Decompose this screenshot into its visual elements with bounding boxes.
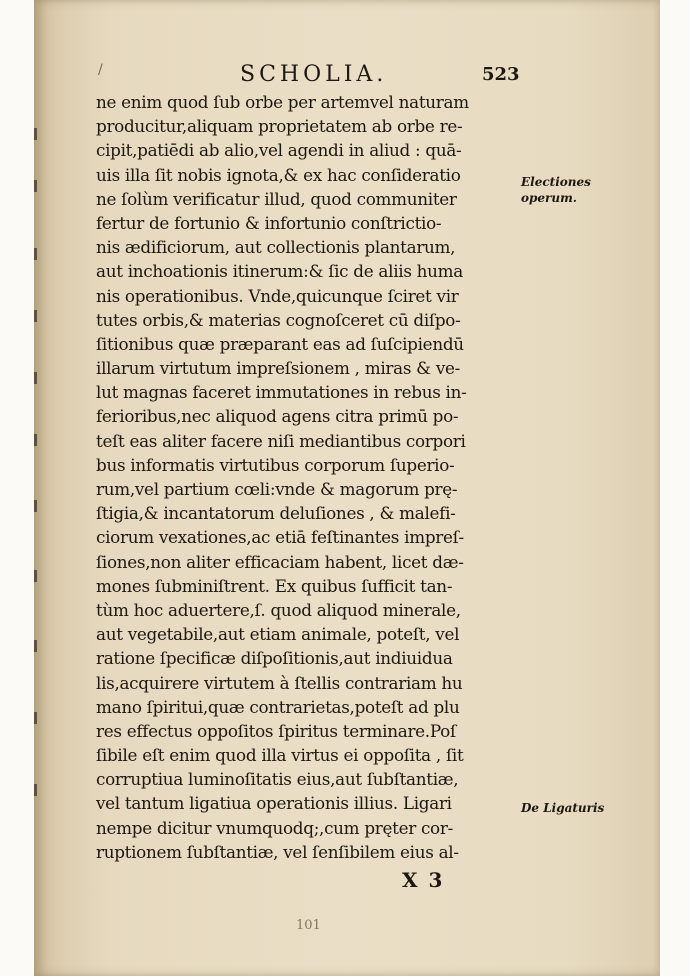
text-line: mones ſubminiſtrent. Ex quibus ſufficit tan- — [96, 575, 453, 596]
text-line: nis operationibus. Vnde,quicunque ſciret vir — [96, 285, 459, 306]
text-line: uis illa ſit nobis ignota,& ex hac conſideratio — [96, 164, 461, 185]
bottom-number: 101 — [296, 918, 321, 933]
signature-mark: X 3 — [402, 868, 445, 892]
text-line: lut magnas faceret immutationes in rebus in- — [96, 382, 467, 403]
text-line: bus informatis virtutibus corporum ſuperio- — [96, 454, 455, 475]
text-line: producitur,aliquam proprietatem ab orbe re- — [96, 116, 463, 137]
margin-note-ligaturis — [521, 800, 604, 816]
text-line: ſtigia,& incantatorum deluſiones , & malefi- — [96, 503, 456, 524]
text-line: corruptiua luminoſitatis eius,aut ſubſtantiæ, — [96, 769, 459, 790]
text-line: nempe dicitur vnumquodq;,cum pręter cor- — [96, 817, 453, 838]
text-line: ferioribus,nec aliquod agens citra primū po- — [96, 406, 459, 427]
text-line: ſibile eſt enim quod illa virtus ei oppoſita , ſit — [96, 745, 464, 766]
text-line: vel tantum ligatiua operationis illius. Ligari — [96, 793, 452, 814]
text-line: mano ſpiritui,quæ contrarietas,poteſt ad plu — [96, 696, 460, 717]
margin-mark: / — [98, 62, 103, 78]
page-footer — [402, 868, 444, 892]
page-number: 523 — [482, 64, 520, 85]
text-line: fertur de fortunio & infortunio conſtrictio- — [96, 212, 442, 233]
text-line: aut vegetabile,aut etiam animale, poteſt, vel — [96, 624, 460, 645]
margin-note-line: Electiones — [521, 175, 591, 189]
text-line: illarum virtutum impreſsionem , miras & ve- — [96, 358, 461, 379]
running-header — [96, 60, 546, 90]
text-line: rum,vel partium cœli:vnde & magorum prę- — [96, 479, 458, 499]
margin-note-electiones — [521, 174, 591, 206]
text-line: ciorum vexationes,ac etiā feſtinantes impreſ- — [96, 527, 464, 548]
text-line: ſitionibus quæ præparant eas ad ſuſcipiendū — [96, 333, 464, 354]
text-line: teſt eas aliter facere niſi mediantibus corpori — [96, 430, 466, 451]
margin-note-line: De Ligaturis — [521, 801, 605, 815]
gutter-marks — [34, 100, 38, 800]
text-line: nis ædificiorum, aut collectionis plantarum, — [96, 237, 456, 258]
text-line: tùm hoc aduertere,ſ. quod aliquod minerale, — [96, 599, 461, 620]
text-line: ne ſolùm verificatur illud, quod communiter — [96, 188, 457, 209]
text-line: ratione ſpecificæ diſpoſitionis,aut indiuidua — [96, 648, 453, 669]
margin-note-line: operum. — [521, 191, 577, 205]
text-line: tutes orbis,& materias cognoſceret cū diſpo- — [96, 309, 461, 330]
body-text — [96, 90, 520, 864]
text-line: res effectus oppoſitos ſpiritus terminare.Poſ — [96, 720, 456, 741]
text-line: aut inchoationis itinerum:& ſic de aliis huma — [96, 261, 464, 282]
text-line: ne enim quod ſub orbe per artemvel naturam — [96, 92, 469, 112]
text-line: cipit,patiēdi ab alio,vel agendi in aliud : quā- — [96, 140, 462, 161]
text-line: ruptionem ſubſtantiæ, vel ſenſibilem eius al- — [96, 841, 459, 862]
text-line: ſiones,non aliter efficaciam habent, licet dæ- — [96, 551, 464, 572]
text-line: lis,acquirere virtutem à ſtellis contrariam hu — [96, 672, 463, 693]
running-title: SCHOLIA. — [240, 62, 388, 87]
